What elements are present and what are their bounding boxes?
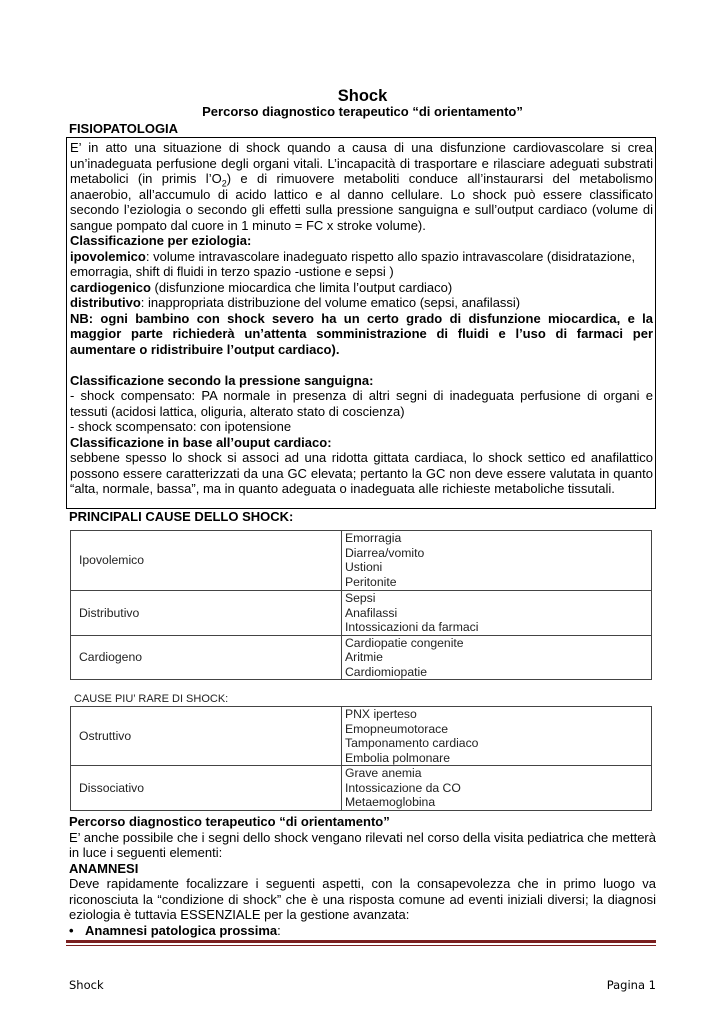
bullet-label: Anamnesi patologica prossima <box>85 922 278 938</box>
rare-causes-heading: CAUSE PIU’ RARE DI SHOCK: <box>74 693 229 705</box>
table-row <box>71 531 652 591</box>
eziologia-heading: Classificazione per eziologia: <box>70 233 252 248</box>
cause-item: Emopneumotorace <box>345 721 448 736</box>
ipovolemico-term: ipovolemico <box>70 248 146 264</box>
table-row <box>71 635 652 680</box>
cause-item: Intossicazioni da farmaci <box>345 620 479 634</box>
spacer <box>70 357 653 373</box>
compensato-line: - shock compensato: PA normale in presenza di altri segni di inadeguata perfusione di organi e tessuti (acidosi lattica, oliguria, alterato stato di coscienza) <box>70 388 653 419</box>
footer-title: Shock <box>69 978 104 992</box>
ipovolemico-text: : volume intravascolare inadeguato rispetto allo spazio intravascolare (disidratazione, emorragia, shift di fluidi in terzo spazio -ustione e sepsi ) <box>70 248 636 279</box>
pressione-heading: Classificazione secondo la pressione sanguigna: <box>70 372 374 388</box>
cardiogenico-line <box>70 280 653 296</box>
intro-paragraph <box>70 140 653 233</box>
cause-type: Distributivo <box>71 591 342 636</box>
ipovolemico-line <box>70 249 653 280</box>
cause-item: Diarrea/vomito <box>345 545 425 560</box>
intro-subscript: 2 <box>221 178 227 189</box>
cause-heading: PRINCIPALI CAUSE DELLO SHOCK: <box>69 509 294 524</box>
intro-text-start: E’ in atto una situazione di shock quando a causa di una disfunzione cardiovascolare si crea un’inadeguata perfusione degli organi vitali. L’incapacità di trasportare e rilasciare adeguati substrati metabolici (in primis l’O <box>70 140 653 186</box>
cause-item: Grave anemia <box>345 766 422 780</box>
footer-divider <box>66 940 656 946</box>
table-row <box>71 766 652 811</box>
cause-item: Cardiomiopatie <box>345 664 427 679</box>
cardiogenico-term: cardiogenico <box>70 279 151 295</box>
page-subtitle: Percorso diagnostico terapeutico “di orientamento” <box>202 104 523 119</box>
cause-item: Embolia polmonare <box>345 750 451 765</box>
anamnesi-heading: ANAMNESI <box>69 860 139 876</box>
cause-item: Emorragia <box>345 531 402 545</box>
distributivo-text: : inappropriata distribuzione del volume ematico (sepsi, anafilassi) <box>140 295 521 310</box>
cause-items <box>342 635 652 680</box>
page-number: Pagina 1 <box>606 978 656 992</box>
list-item <box>69 923 656 939</box>
output-heading: Classificazione in base all’ouput cardiaco: <box>70 434 332 450</box>
anamnesi-paragraph: Deve rapidamente focalizzare i seguenti aspetti, con la consapevolezza che in primo luogo va riconosciuta la “condizione di shock” che è una risposta comune ad eventi iniziali diversi; la diagnosi eziologia è tuttavia ESSENZIALE per la gestione avanzata: <box>69 876 656 922</box>
cause-item: Anafilassi <box>345 605 398 620</box>
bullet-icon: • <box>69 922 74 938</box>
cause-item: Aritmie <box>345 650 383 664</box>
distributivo-line <box>70 295 653 311</box>
cause-item: Peritonite <box>345 574 397 589</box>
cause-item: Cardiopatie congenite <box>345 635 464 650</box>
cause-item: Sepsi <box>345 591 376 605</box>
cause-type: Cardiogeno <box>71 635 342 680</box>
nb-paragraph: NB: ogni bambino con shock severo ha un certo grado di disfunzione miocardica, e la maggior parte richiederà un’attenta somministrazione di fluidi e l’uso di farmaci per aumentare o ridistribuire l’output cardiaco). <box>70 310 653 357</box>
cause-item: Tamponamento cardiaco <box>345 736 479 750</box>
cause-item: Ustioni <box>345 560 383 574</box>
table-row <box>71 591 652 636</box>
percorso-heading: Percorso diagnostico terapeutico “di orientamento” <box>69 814 390 829</box>
rare-causes-table <box>70 706 652 811</box>
percorso-paragraph: E’ anche possibile che i segni dello shock vengano rilevati nel corso della visita pediatrica che metterà in luce i seguenti elementi: <box>69 829 656 860</box>
intro-text-end: ) e di rimuovere metaboliti conduce all’instaurarsi del metabolismo anaerobio, all’accumulo di acido lattico e al danno cellulare. Lo shock può essere classificato secondo l’eziologia o secondo gli effetti sulla pressione sanguigna e sull’output cardiaco (volume di sangue pompato dal cuore in 1 minuto = FC x stroke volume). <box>70 171 653 233</box>
fisiopatologia-box <box>66 137 656 509</box>
page-title: Shock <box>337 87 388 105</box>
cause-type: Ipovolemico <box>71 531 342 591</box>
cause-items <box>342 766 652 811</box>
cause-items <box>342 531 652 591</box>
table-row <box>71 707 652 766</box>
cause-item: PNX iperteso <box>345 707 417 721</box>
output-paragraph: sebbene spesso lo shock si associ ad una ridotta gittata cardiaca, lo shock settico ed anafilattico possono essere caratterizzati da una GC elevata; pertanto la GC non deve essere valutata in quanto “alta, normale, bassa”, ma in quanto adeguata o inadeguata alle richieste metaboliche tissutali. <box>70 450 653 496</box>
cause-item: Metaemoglobina <box>345 795 436 809</box>
percorso-section <box>69 814 656 938</box>
cause-items <box>342 707 652 766</box>
cause-type: Ostruttivo <box>71 707 342 766</box>
cardiogenico-text: (disfunzione miocardica che limita l’output cardiaco) <box>150 279 453 295</box>
cause-items <box>342 591 652 636</box>
cause-type: Dissociativo <box>71 766 342 811</box>
bullet-colon: : <box>277 922 281 938</box>
distributivo-term: distributivo <box>70 295 141 310</box>
scompensato-line: - shock scompensato: con ipotensione <box>70 419 292 434</box>
fisiopatologia-heading: FISIOPATOLOGIA <box>69 121 179 136</box>
cause-item: Intossicazione da CO <box>345 780 461 795</box>
cause-table <box>70 530 652 680</box>
